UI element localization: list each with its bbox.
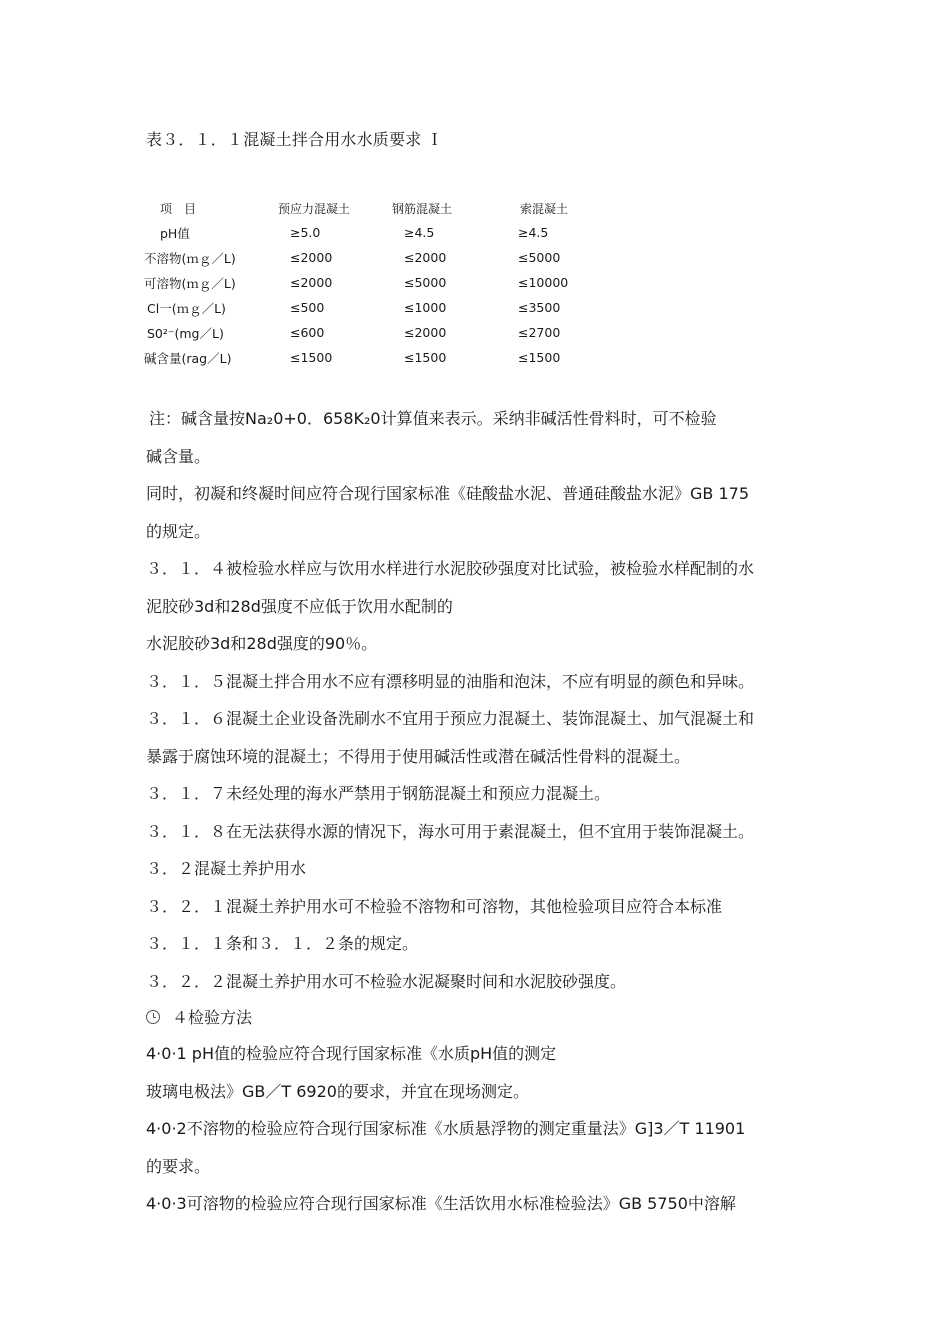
row-label: Cl一(ｍｇ／L): [147, 300, 226, 316]
section-4-heading: [146, 1000, 816, 1035]
cell-value: ≤2700: [518, 325, 561, 340]
clause-4-0-2: 4·0·2不溶物的检验应符合现行国家标准《水质悬浮物的测定重量法》G]3／T 11901: [146, 1119, 746, 1138]
table-row: [144, 245, 616, 270]
cell-value: ≥4.5: [404, 225, 435, 240]
clause-3-2-2: ３．２．２混凝土养护用水可不检验水泥凝聚时间和水泥胶砂强度。: [146, 971, 627, 991]
cell-value: ≤600: [290, 325, 325, 340]
body-text: [146, 400, 816, 1223]
cell-value: ≤2000: [404, 250, 447, 265]
cell-value: ≤10000: [518, 275, 569, 290]
table-row: [144, 270, 616, 295]
row-label: pH值: [160, 225, 190, 241]
paragraph-line: ３．１．１条和３．１．２条的规定。: [146, 934, 419, 953]
cell-value: ≥5.0: [290, 225, 321, 240]
row-label: S0²⁻(mg／L): [147, 325, 224, 341]
cell-value: ≤2000: [290, 250, 333, 265]
paragraph-line: 水泥胶砂3d和28d强度的90％。: [146, 634, 378, 653]
table-row: [144, 345, 616, 370]
clause-3-1-6: ３．１．６混凝土企业设备洗刷水不宜用于预应力混凝土、装饰混凝土、加气混凝土和: [146, 709, 755, 728]
cell-value: ≤5000: [404, 275, 447, 290]
section-4-title: ４检验方法: [172, 1008, 253, 1027]
paragraph-line: 玻璃电极法》GB／T 6920的要求，并宜在现场测定。: [146, 1081, 529, 1101]
clause-3-2-1: ３．２．１混凝土养护用水可不检验不溶物和可溶物，其他检验项目应符合本标准: [146, 896, 723, 916]
clock-icon: [146, 1010, 160, 1024]
section-3-2-heading: ３．２混凝土养护用水: [146, 859, 307, 878]
header-plain: 索混凝土: [520, 201, 569, 216]
paragraph-line: 泥胶砂3d和28d强度不应低于饮用水配制的: [146, 596, 453, 616]
table-row: [144, 320, 616, 345]
cell-value: ≤2000: [404, 325, 447, 340]
table-row: [144, 295, 616, 320]
water-quality-table: [144, 196, 616, 370]
cell-value: ≤1000: [404, 300, 447, 315]
row-label: 可溶物(ｍｇ／L): [144, 275, 236, 291]
cell-value: ≤3500: [518, 300, 561, 315]
paragraph-line: 同时，初凝和终凝时间应符合现行国家标准《硅酸盐水泥、普通硅酸盐水泥》GB 175: [146, 484, 750, 503]
note-line: 注：碱含量按Na₂0+0．658K₂0计算值来表示。采纳非碱活性骨料时，可不检验: [149, 409, 717, 428]
row-label: 不溶物(ｍｇ／L): [144, 250, 236, 266]
paragraph-line: 的要求。: [146, 1156, 211, 1176]
paragraph-line: 暴露于腐蚀环境的混凝土；不得用于使用碱活性或潜在碱活性骨料的混凝土。: [146, 746, 691, 766]
paragraph-line: 碱含量。: [146, 446, 211, 466]
paragraph-line: 的规定。: [146, 521, 211, 541]
header-reinforced: 钢筋混凝土: [392, 201, 453, 216]
cell-value: ≤1500: [518, 350, 561, 365]
cell-value: ≤1500: [404, 350, 447, 365]
clause-4-0-3: 4·0·3可溶物的检验应符合现行国家标准《生活饮用水标准检验法》GB 5750中溶解: [146, 1194, 736, 1213]
cell-value: ≤500: [290, 300, 325, 315]
cell-value: ≤1500: [290, 350, 333, 365]
cell-value: ≤2000: [290, 275, 333, 290]
header-item: 项 目: [160, 201, 197, 216]
row-label: 碱含量(rag／L): [144, 350, 232, 366]
clause-3-1-7: ３．１．７未经处理的海水严禁用于钢筋混凝土和预应力混凝土。: [146, 784, 611, 803]
cell-value: ≥4.5: [518, 225, 549, 240]
header-prestressed: 预应力混凝土: [278, 201, 351, 216]
table-row: [144, 220, 616, 245]
table-caption: 表３．１．１混凝土拌合用水水质要求 Ｉ: [146, 130, 443, 149]
clause-3-1-5: ３．１．５混凝土拌合用水不应有漂移明显的油脂和泡沫，不应有明显的颜色和异味。: [146, 671, 755, 691]
clause-4-0-1: 4·0·1 pH值的检验应符合现行国家标准《水质pH值的测定: [146, 1044, 557, 1063]
clause-3-1-8: ３．１．８在无法获得水源的情况下，海水可用于素混凝土，但不宜用于装饰混凝土。: [146, 821, 755, 841]
table-header-row: [144, 196, 616, 220]
clause-3-1-4: ３．１．４被检验水样应与饮用水样进行水泥胶砂强度对比试验，被检验水样配制的水: [146, 559, 755, 578]
cell-value: ≤5000: [518, 250, 561, 265]
